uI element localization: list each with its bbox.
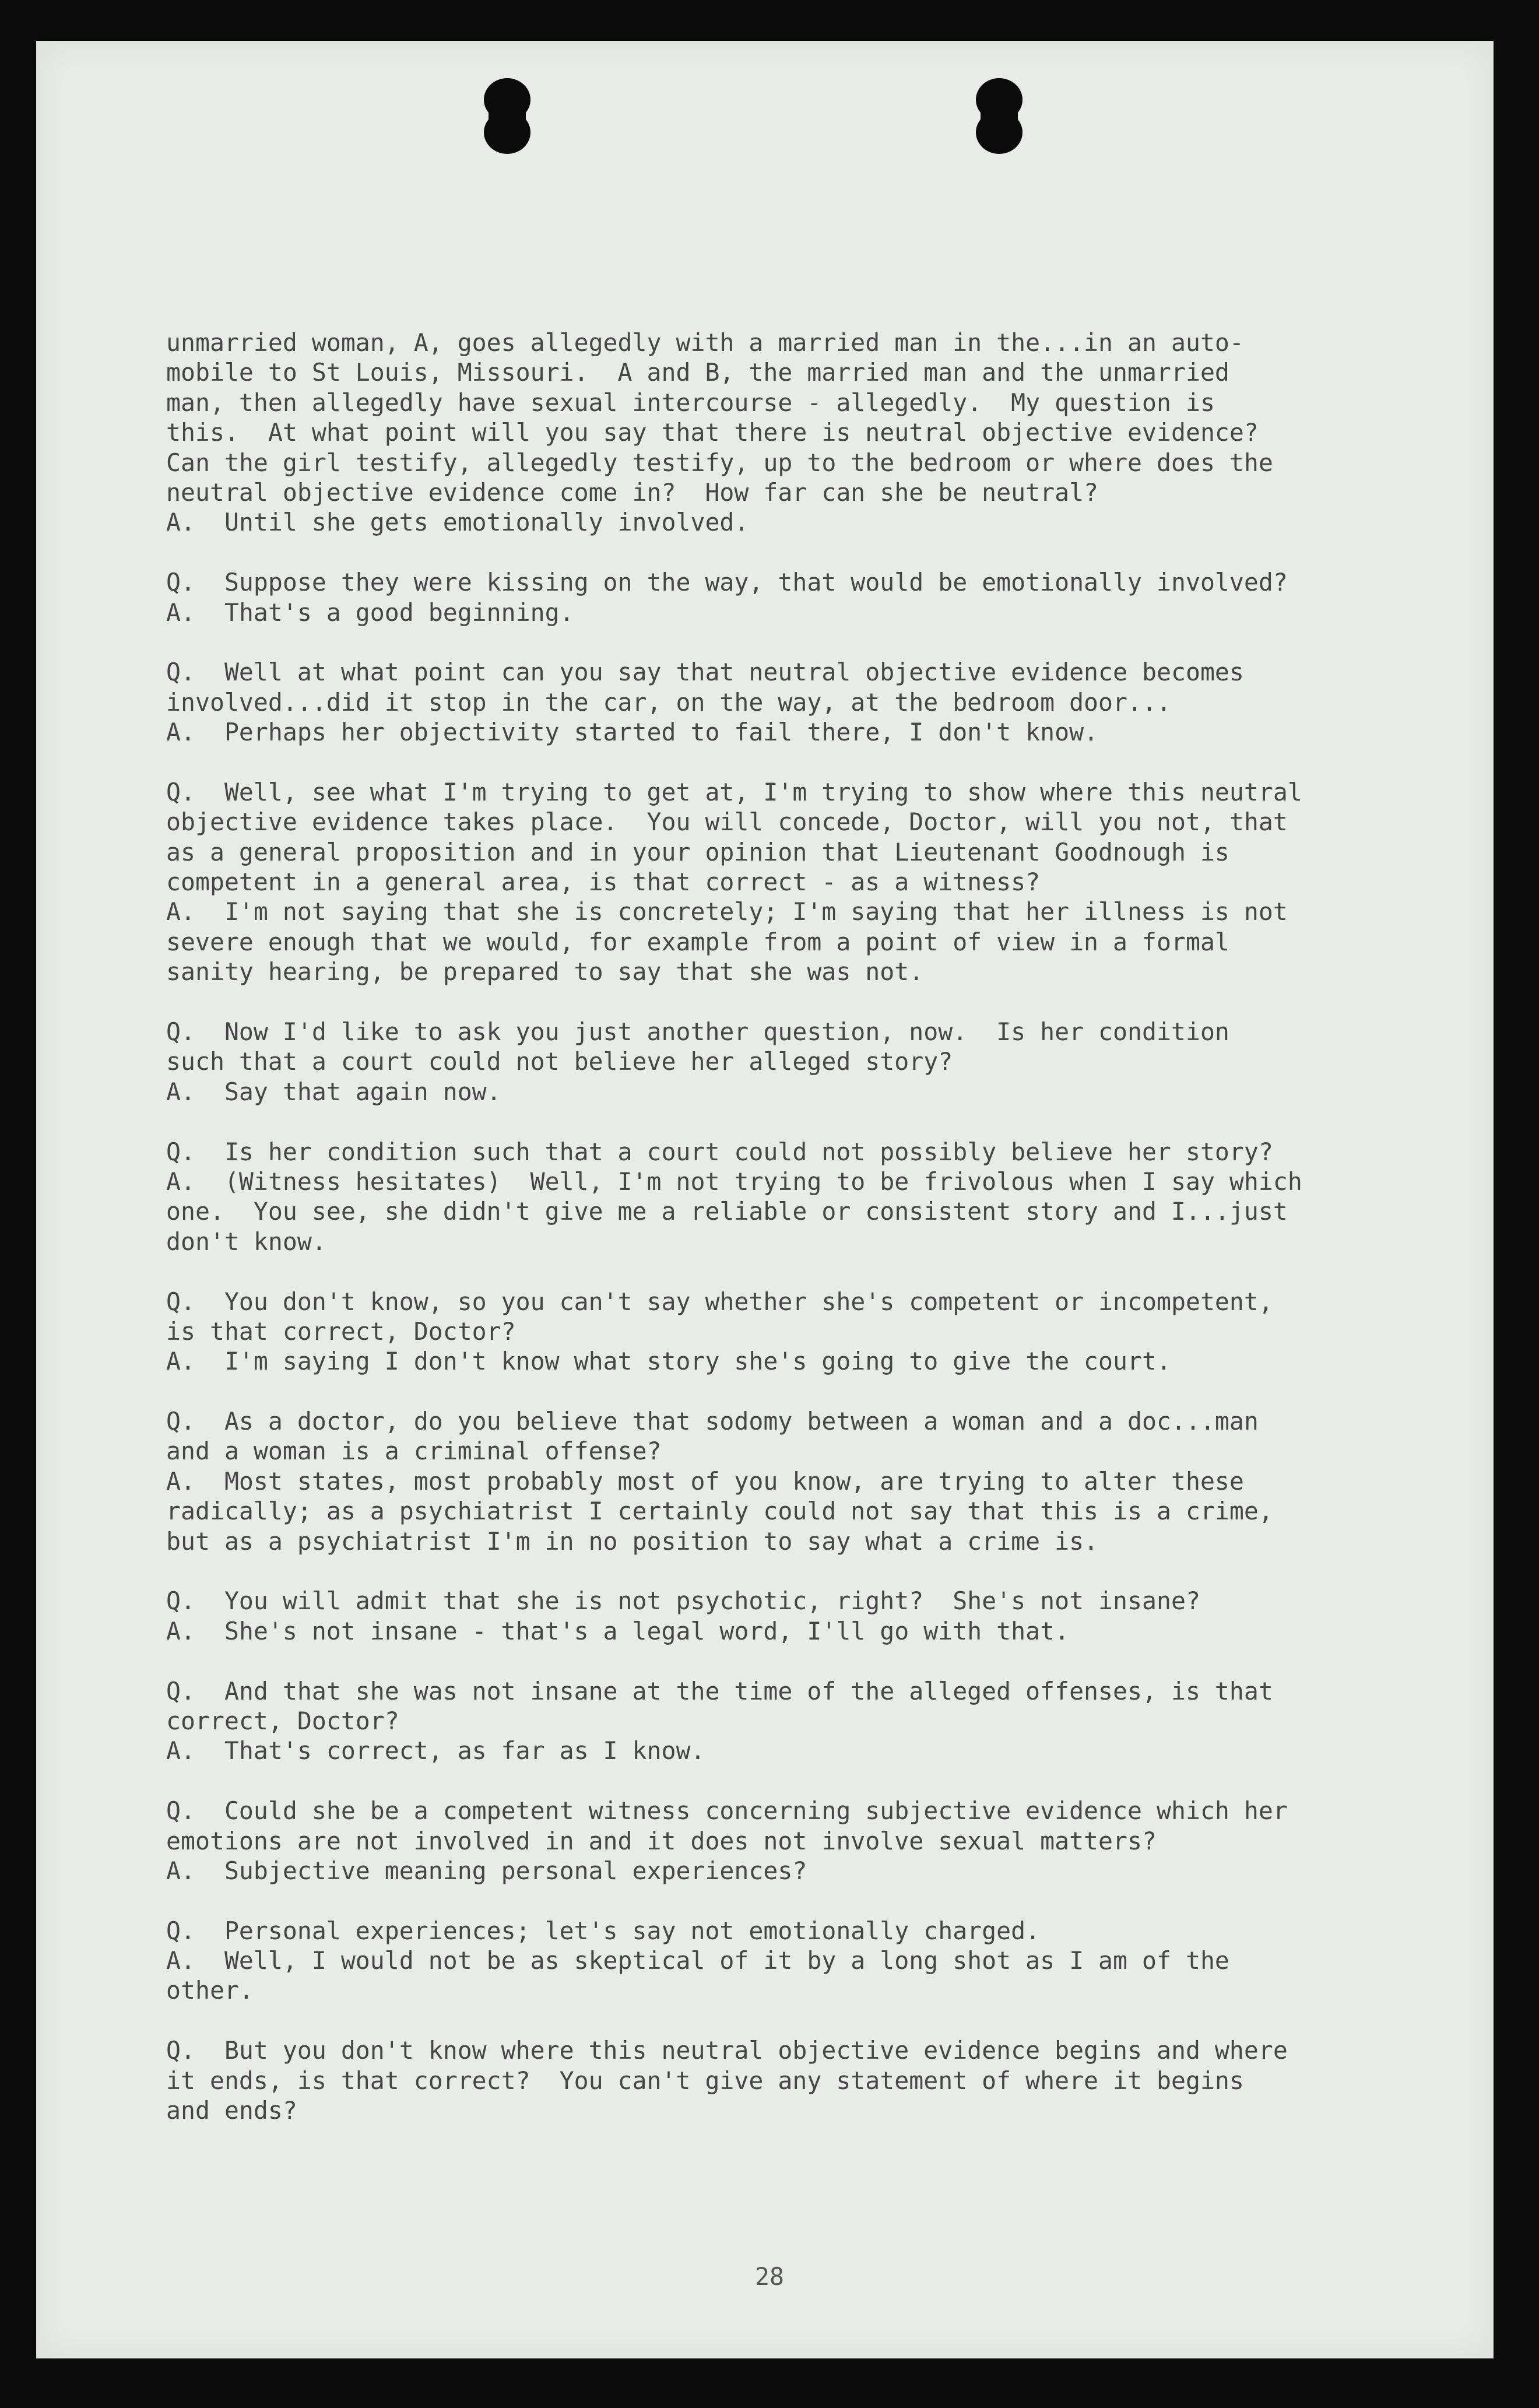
transcript-line: Q. Suppose they were kissing on the way, that would be emotionally involved? bbox=[166, 568, 1288, 597]
transcript-line: competent in a general area, is that correct - as a witness? bbox=[166, 868, 1041, 897]
transcript-line: mobile to St Louis, Missouri. A and B, the married man and the unmarried bbox=[166, 358, 1229, 387]
transcript-line: Q. Well at what point can you say that neutral objective evidence becomes bbox=[166, 658, 1244, 687]
transcript-line: Can the girl testify, allegedly testify, up to the bedroom or where does the bbox=[166, 448, 1273, 477]
transcript-line: radically; as a psychiatrist I certainly could not say that this is a crime, bbox=[166, 1497, 1273, 1526]
transcript-line: Q. You don't know, so you can't say whether she's competent or incompetent, bbox=[166, 1287, 1273, 1316]
paragraph-gap bbox=[166, 747, 1385, 777]
transcript-line: A. Most states, most probably most of you know, are trying to alter these bbox=[166, 1466, 1244, 1496]
transcript-line: this. At what point will you say that there is neutral objective evidence? bbox=[166, 418, 1259, 447]
transcript-line: such that a court could not believe her alleged story? bbox=[166, 1047, 953, 1076]
transcript-line: it ends, is that correct? You can't give any statement of where it begins bbox=[166, 2066, 1244, 2095]
transcript-line: Q. But you don't know where this neutral objective evidence begins and where bbox=[166, 2036, 1288, 2065]
paragraph-gap bbox=[166, 538, 1385, 567]
page-number: 28 bbox=[755, 2262, 784, 2291]
transcript-line: Q. Now I'd like to ask you just another question, now. Is her condition bbox=[166, 1017, 1229, 1046]
paragraph-gap bbox=[166, 1377, 1385, 1406]
transcript-line: A. I'm not saying that she is concretely; I'm saying that her illness is not bbox=[166, 897, 1288, 926]
transcript-line: and ends? bbox=[166, 2096, 297, 2125]
transcript-line: Q. Is her condition such that a court could not possibly believe her story? bbox=[166, 1137, 1273, 1166]
transcript-line: A. Subjective meaning personal experiences? bbox=[166, 1856, 807, 1885]
transcript-line: A. Until she gets emotionally involved. bbox=[166, 508, 749, 537]
punch-hole-right bbox=[976, 78, 1023, 154]
transcript-line: one. You see, she didn't give me a reliable or consistent story and I...just bbox=[166, 1197, 1288, 1226]
transcript-line: A. (Witness hesitates) Well, I'm not trying to be frivolous when I say which bbox=[166, 1167, 1302, 1196]
paragraph-gap bbox=[166, 1886, 1385, 1915]
punch-hole-left bbox=[484, 78, 530, 154]
paragraph-gap bbox=[166, 1107, 1385, 1136]
transcript-line: A. That's correct, as far as I know. bbox=[166, 1736, 705, 1765]
transcript-line: don't know. bbox=[166, 1227, 326, 1256]
transcript-line: Q. You will admit that she is not psychotic, right? She's not insane? bbox=[166, 1586, 1200, 1616]
transcript-line: Q. Could she be a competent witness concerning subjective evidence which her bbox=[166, 1796, 1288, 1826]
transcript-line: unmarried woman, A, goes allegedly with a married man in the...in an auto- bbox=[166, 328, 1244, 357]
transcript-line: A. She's not insane - that's a legal word, I'll go with that. bbox=[166, 1616, 1070, 1645]
transcript-line: other. bbox=[166, 1976, 254, 2005]
paragraph-gap bbox=[166, 1646, 1385, 1676]
transcript-line: Q. And that she was not insane at the time of the alleged offenses, is that bbox=[166, 1676, 1273, 1705]
transcript-line: A. Say that again now. bbox=[166, 1077, 501, 1106]
transcript-body bbox=[166, 328, 1385, 2125]
transcript-line: man, then allegedly have sexual intercourse - allegedly. My question is bbox=[166, 388, 1215, 417]
paragraph-gap bbox=[166, 1766, 1385, 1796]
transcript-line: sanity hearing, be prepared to say that she was not. bbox=[166, 957, 924, 987]
transcript-line: objective evidence takes place. You will concede, Doctor, will you not, that bbox=[166, 808, 1288, 837]
transcript-line: Q. Well, see what I'm trying to get at, I'm trying to show where this neutral bbox=[166, 777, 1302, 806]
transcript-line: A. I'm saying I don't know what story she's going to give the court. bbox=[166, 1347, 1171, 1376]
paragraph-gap bbox=[166, 1256, 1385, 1286]
transcript-line: Q. Personal experiences; let's say not emotionally charged. bbox=[166, 1916, 1041, 1945]
transcript-line: as a general proposition and in your opinion that Lieutenant Goodnough is bbox=[166, 837, 1229, 866]
transcript-line: severe enough that we would, for example from a point of view in a formal bbox=[166, 927, 1229, 956]
transcript-line: A. Perhaps her objectivity started to fail there, I don't know. bbox=[166, 718, 1099, 747]
transcript-line: and a woman is a criminal offense? bbox=[166, 1437, 662, 1466]
paragraph-gap bbox=[166, 1556, 1385, 1586]
transcript-line: emotions are not involved in and it does not involve sexual matters? bbox=[166, 1826, 1157, 1855]
transcript-line: but as a psychiatrist I'm in no position to say what a crime is. bbox=[166, 1526, 1099, 1556]
transcript-line: A. That's a good beginning. bbox=[166, 598, 574, 627]
paragraph-gap bbox=[166, 627, 1385, 657]
transcript-line: A. Well, I would not be as skeptical of it by a long shot as I am of the bbox=[166, 1946, 1229, 1975]
transcript-line: correct, Doctor? bbox=[166, 1706, 399, 1735]
transcript-line: is that correct, Doctor? bbox=[166, 1317, 516, 1346]
paragraph-gap bbox=[166, 987, 1385, 1017]
transcript-line: neutral objective evidence come in? How far can she be neutral? bbox=[166, 478, 1099, 507]
transcript-line: involved...did it stop in the car, on the way, at the bedroom door... bbox=[166, 687, 1171, 717]
paragraph-gap bbox=[166, 2006, 1385, 2035]
transcript-line: Q. As a doctor, do you believe that sodomy between a woman and a doc...man bbox=[166, 1407, 1259, 1436]
